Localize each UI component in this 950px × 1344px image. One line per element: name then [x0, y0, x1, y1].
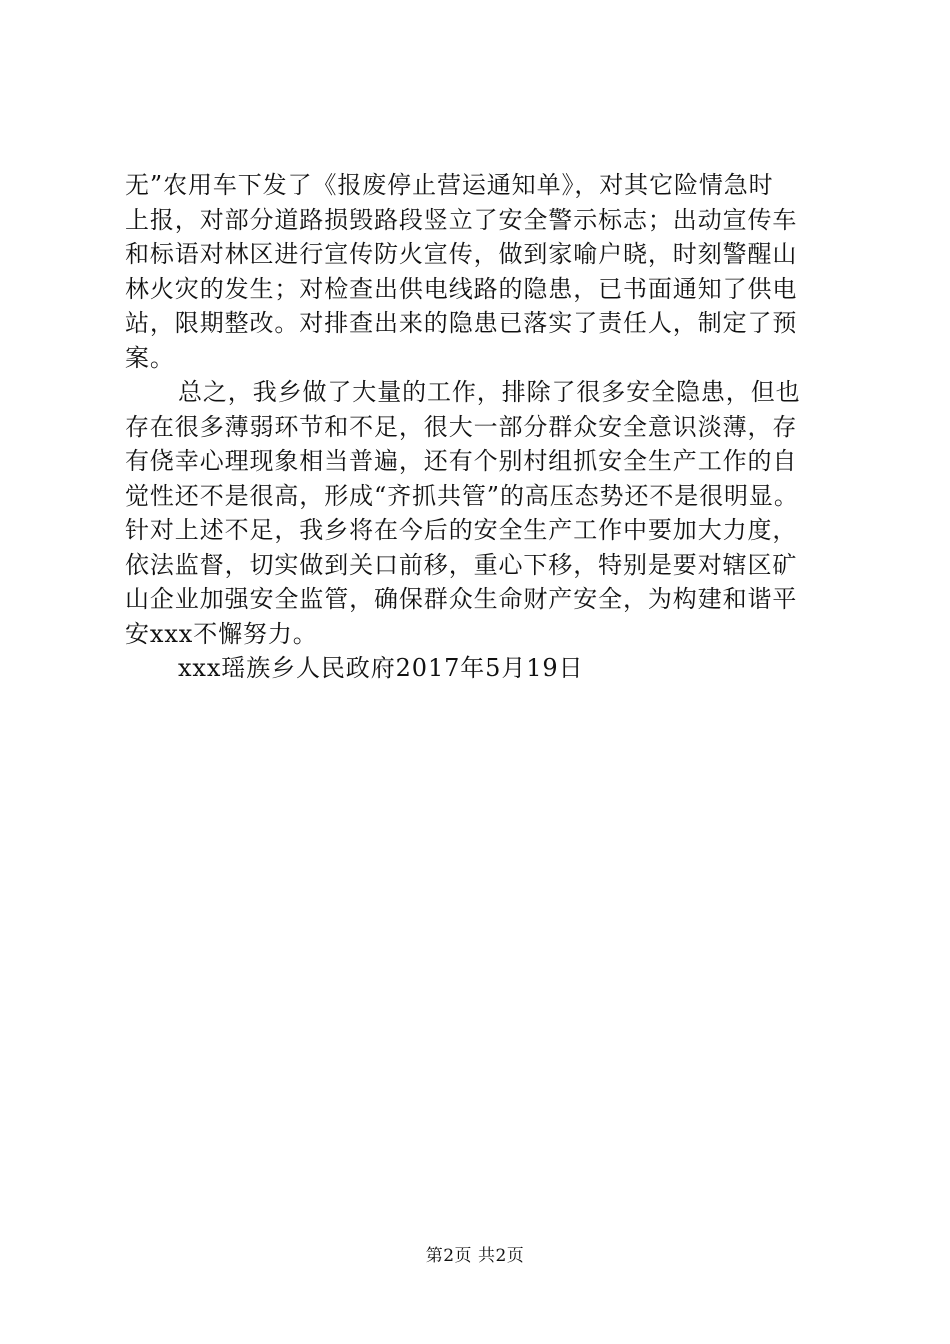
- paragraph-line: 林火灾的发生；对检查出供电线路的隐患，已书面通知了供电: [125, 274, 798, 303]
- paragraph-line: 无”农用车下发了《报废停止营运通知单》，对其它险情急时: [125, 171, 774, 199]
- signature-line: xxx瑶族乡人民政府2017年5月19日: [178, 654, 584, 682]
- paragraph-line: 安xxx不懈努力。: [125, 619, 318, 648]
- paragraph-line: 和标语对林区进行宣传防火宣传，做到家喻户晓，时刻警醒山: [125, 240, 798, 268]
- paragraph-line: 针对上述不足，我乡将在今后的安全生产工作中要加大力度，: [125, 516, 798, 544]
- paragraph-line: 觉性还不是很高，形成“齐抓共管”的高压态势还不是很明显。: [125, 481, 799, 510]
- paragraph-line: 上报，对部分道路损毁路段竖立了安全警示标志；出动宣传车: [125, 205, 798, 234]
- document-body: [125, 168, 835, 686]
- paragraph-line: 有侥幸心理现象相当普遍，还有个别村组抓安全生产工作的自: [125, 447, 798, 475]
- paragraph-line: 山企业加强安全监管，确保群众生命财产安全，为构建和谐平: [125, 585, 798, 613]
- paragraph-line: 总之，我乡做了大量的工作，排除了很多安全隐患，但也: [178, 378, 801, 406]
- paragraph-line: 站，限期整改。对排查出来的隐患已落实了责任人，制定了预: [125, 309, 798, 337]
- paragraph-line: 案。: [125, 343, 175, 372]
- page-number: 第2页 共2页: [425, 1246, 525, 1266]
- paragraph-line: 存在很多薄弱环节和不足，很大一部分群众安全意识淡薄，存: [125, 412, 798, 441]
- paragraph-line: 依法监督，切实做到关口前移，重心下移，特别是要对辖区矿: [125, 550, 798, 579]
